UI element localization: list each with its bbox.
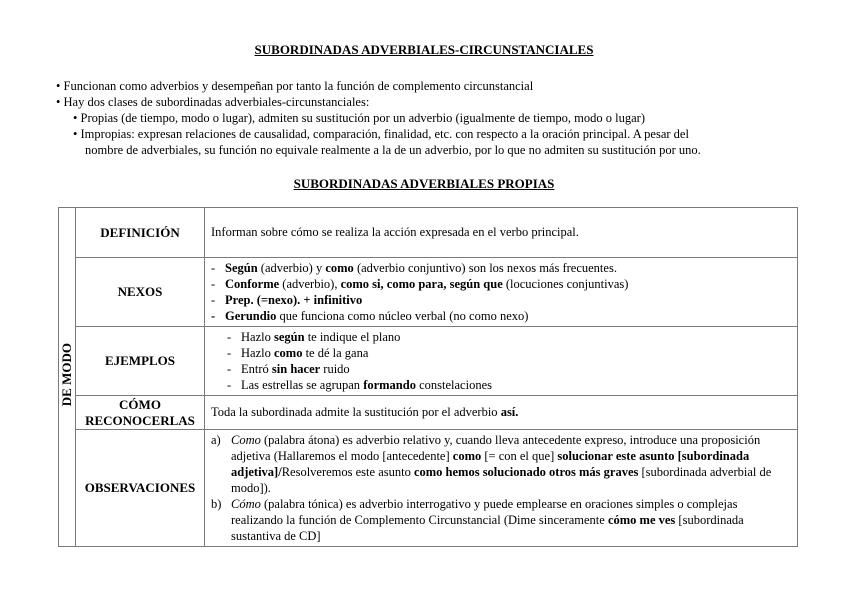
side-label: DE MODO [59, 343, 74, 407]
header-como-reconocerlas: CÓMO RECONOCERLAS [76, 396, 205, 430]
observacion-b: b) Cómo (palabra tónica) es adverbio interrogativo y puede emplearse en oraciones simples o complejas realizando la función de Complemento Circunstancial (Dime sinceramente cómo me ves [subordinada sustantiva de CD] [211, 497, 744, 543]
section-title: SUBORDINADAS ADVERBIALES PROPIAS [293, 176, 555, 191]
observaciones-content [205, 430, 798, 547]
nexo-item: - Gerundio que funciona como núcleo verbal (no como nexo) [211, 309, 529, 323]
intro-bullet-propias: • Propias (de tiempo, modo o lugar), admiten su sustitución por un adverbio (igualmente de tiempo, modo o lugar) [73, 111, 645, 125]
ejemplos-content [205, 327, 798, 396]
ejemplo-item: - Entró sin hacer ruido [227, 362, 350, 376]
header-ejemplos: EJEMPLOS [76, 327, 205, 396]
row-observaciones [59, 430, 798, 547]
subordinadas-table [58, 207, 798, 547]
intro-bullet-1: • Funcionan como adverbios y desempeñan por tanto la función de complemento circunstancial [56, 79, 534, 93]
header-observaciones: OBSERVACIONES [76, 430, 205, 547]
header-nexos: NEXOS [76, 258, 205, 327]
ejemplo-item: - Hazlo como te dé la gana [227, 346, 369, 360]
ejemplo-item: - Hazlo según te indique el plano [227, 330, 401, 344]
definicion-text: Informan sobre cómo se realiza la acción expresada en el verbo principal. [205, 208, 798, 258]
intro-list [56, 78, 796, 158]
como-reconocerlas-text: Toda la subordinada admite la sustitución por el adverbio así. [205, 396, 798, 430]
row-nexos [59, 258, 798, 327]
row-como-reconocerlas [59, 396, 798, 430]
page-title: SUBORDINADAS ADVERBIALES-CIRCUNSTANCIALES [254, 42, 594, 57]
intro-bullet-2: • Hay dos clases de subordinadas adverbiales-circunstanciales: [56, 95, 370, 109]
side-label-cell [59, 208, 76, 547]
row-definicion [59, 208, 798, 258]
intro-bullet-impropias: • Impropias: expresan relaciones de causalidad, comparación, finalidad, etc. con respecto a la oración principal. A pesar del [73, 127, 689, 141]
header-definicion: DEFINICIÓN [76, 208, 205, 258]
row-ejemplos [59, 327, 798, 396]
nexo-item: - Según (adverbio) y como (adverbio conjuntivo) son los nexos más frecuentes. [211, 261, 617, 275]
nexos-content [205, 258, 798, 327]
ejemplo-item: - Las estrellas se agrupan formando constelaciones [227, 378, 492, 392]
nexo-item: - Prep. (=nexo). + infinitivo [211, 293, 363, 307]
observacion-a: a) Como (palabra átona) es adverbio relativo y, cuando lleva antecedente expreso, introduce una proposición adjetiva (Hallaremos el modo [antecedente] como [= con el que] solucionar este asunto [subordinada adjetiva]/Resolveremos este asunto como hemos solucionado otros más graves [subordinada adverbial de modo]). [211, 433, 772, 495]
nexo-item: - Conforme (adverbio), como si, como para, según que (locuciones conjuntivas) [211, 277, 629, 291]
intro-bullet-impropias-cont: nombre de adverbiales, su función no equivale realmente a la de un adverbio, por lo que no admiten su sustitución por uno. [85, 143, 701, 157]
